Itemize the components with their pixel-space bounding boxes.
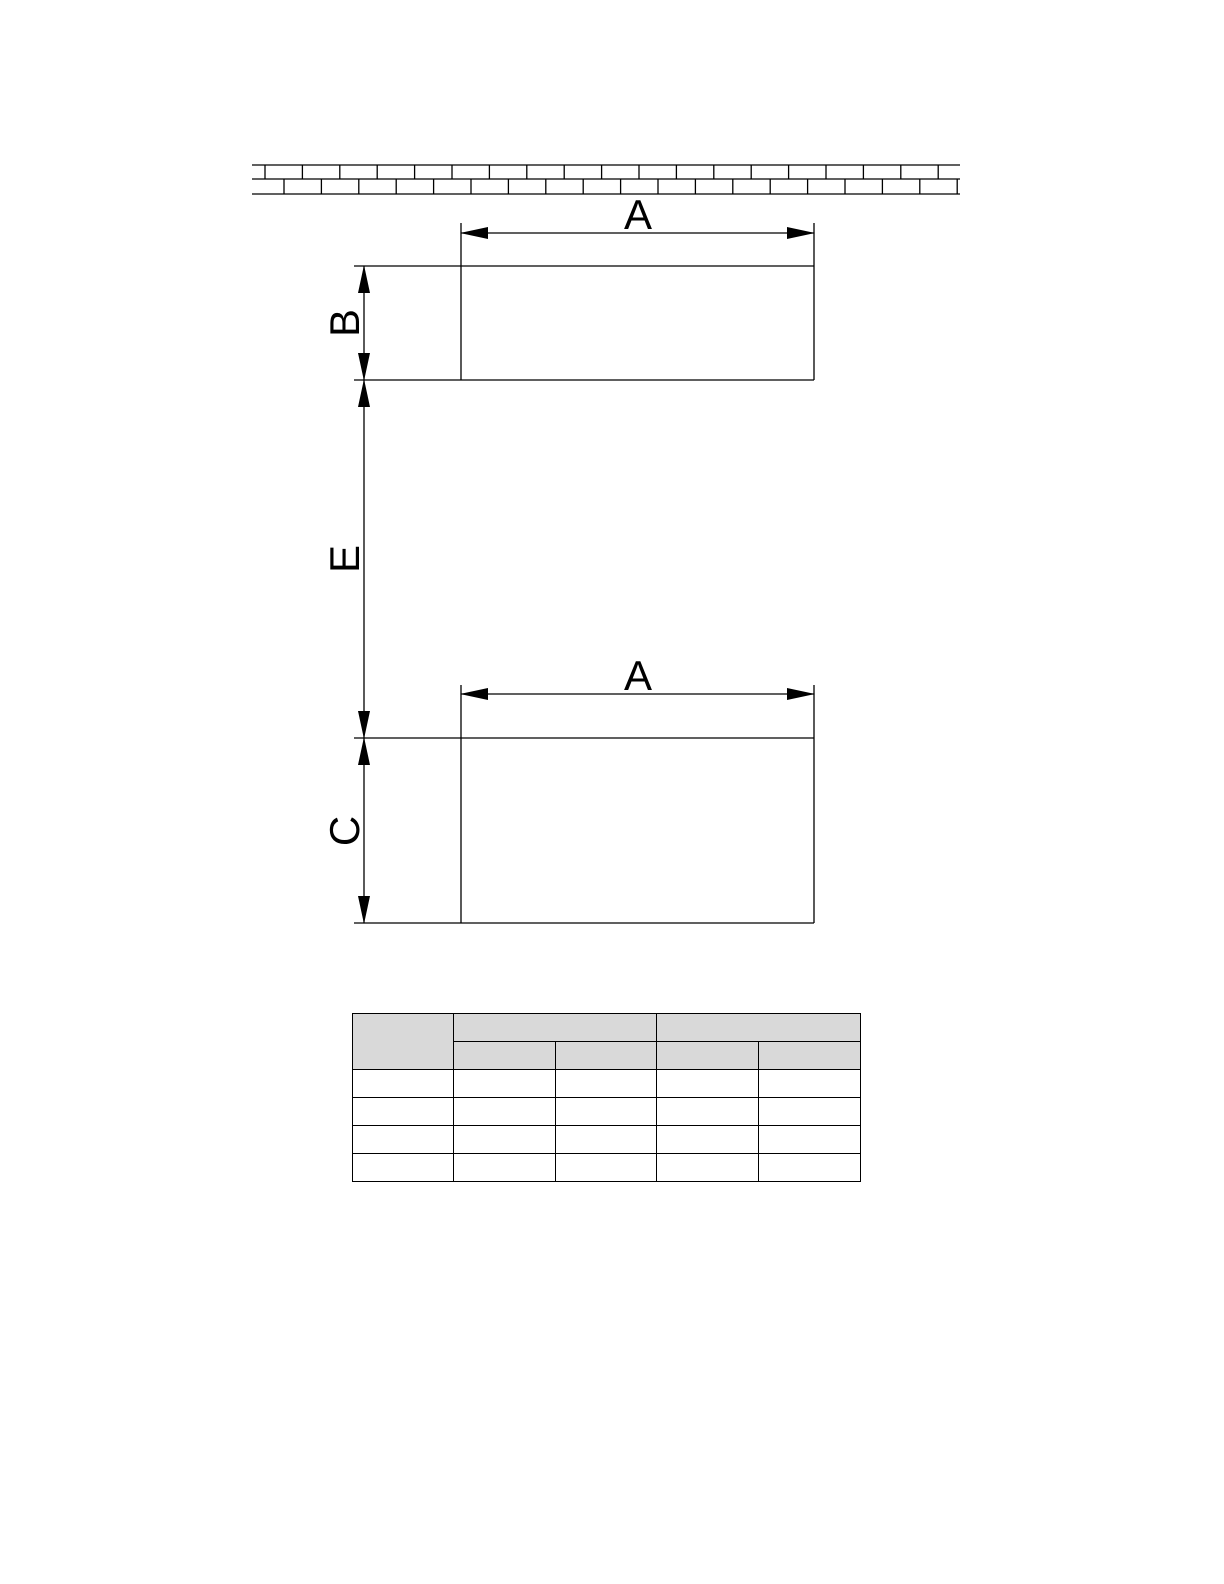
table-cell <box>353 1154 454 1182</box>
table-cell <box>657 1126 759 1154</box>
table-cell <box>657 1098 759 1126</box>
bottom-unit-outline <box>461 685 814 923</box>
dimension-e-label: E <box>321 544 368 574</box>
dimension-a-top-label: A <box>623 191 653 238</box>
table-subheader-cell <box>556 1042 657 1070</box>
table-cell <box>657 1070 759 1098</box>
table-cell <box>759 1154 861 1182</box>
table-cell <box>353 1098 454 1126</box>
table-row <box>353 1098 861 1126</box>
table-header-cell <box>454 1014 657 1042</box>
table-cell <box>556 1070 657 1098</box>
table-cell <box>454 1126 556 1154</box>
table-cell <box>759 1070 861 1098</box>
table-cell <box>454 1098 556 1126</box>
table-row <box>353 1126 861 1154</box>
table-subheader-cell <box>759 1042 861 1070</box>
top-unit-outline <box>461 223 814 380</box>
table-cell <box>353 1070 454 1098</box>
table-cell <box>353 1126 454 1154</box>
table-cell <box>556 1154 657 1182</box>
brick-wall <box>252 165 960 194</box>
table-cell <box>556 1126 657 1154</box>
extension-lines <box>354 266 814 923</box>
dimension-c-label: C <box>321 815 368 847</box>
dimension-a-bottom-label: A <box>623 652 653 699</box>
dimension-b-label: B <box>321 308 368 338</box>
table-header-cell <box>657 1014 861 1042</box>
table-cell <box>759 1126 861 1154</box>
table-subheader-cell <box>454 1042 556 1070</box>
table-header-row <box>353 1014 861 1042</box>
table-row <box>353 1070 861 1098</box>
clearance-table <box>352 1013 861 1182</box>
table-cell <box>556 1098 657 1126</box>
table-cell <box>454 1154 556 1182</box>
table-subheader-cell <box>657 1042 759 1070</box>
table-cell <box>759 1098 861 1126</box>
table-cell <box>657 1154 759 1182</box>
table-row <box>353 1154 861 1182</box>
table-header-cell <box>353 1014 454 1070</box>
table-cell <box>454 1070 556 1098</box>
